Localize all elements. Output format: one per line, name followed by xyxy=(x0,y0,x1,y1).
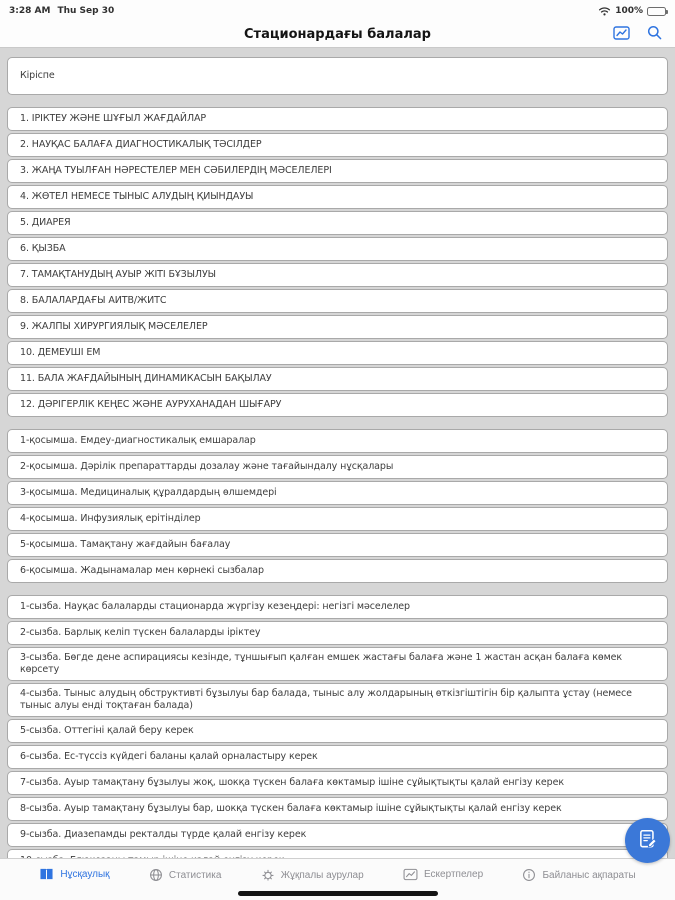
status-bar xyxy=(0,0,675,20)
status-time-date xyxy=(9,6,114,16)
battery-icon xyxy=(647,7,666,16)
page-title: Стационардағы балалар xyxy=(244,26,431,42)
notes-fab-button[interactable] xyxy=(625,818,670,863)
list-item[interactable]: 8-сызба. Ауыр тамақтану бұзылуы бар, шокқа түскен балаға көктамыр ішіне сұйықтықты қалай енгізу керек xyxy=(7,797,668,821)
list-item[interactable]: 1-сызба. Науқас балаларды стационарда жүргізу кезеңдері: негізгі мәселелер xyxy=(7,595,668,619)
list-item[interactable]: 5. ДИАРЕЯ xyxy=(7,211,668,235)
list-item[interactable]: 5-сызба. Оттегіні қалай беру керек xyxy=(7,719,668,743)
home-indicator[interactable] xyxy=(238,891,438,896)
top-chrome xyxy=(0,0,675,48)
tab-label: Байланыс ақпараты xyxy=(542,869,636,881)
list-item[interactable]: 7. ТАМАҚТАНУДЫҢ АУЫР ЖІТІ БҰЗЫЛУЫ xyxy=(7,263,668,287)
nav-actions xyxy=(613,20,662,48)
list-item[interactable]: 2-қосымша. Дәрілік препараттарды дозалау және тағайындалу нұсқалары xyxy=(7,455,668,479)
search-icon xyxy=(647,25,662,43)
tab-label: Статистика xyxy=(168,869,222,881)
list-item[interactable]: 9-сызба. Диазепамды ректалды түрде қалай енгізу керек xyxy=(7,823,668,847)
note-edit-icon xyxy=(637,828,659,853)
status-indicators xyxy=(598,6,666,16)
list-group-chapters xyxy=(7,107,668,417)
list-item[interactable]: 9. ЖАЛПЫ ХИРУРГИЯЛЫҚ МӘСЕЛЕЛЕР xyxy=(7,315,668,339)
list-item[interactable]: 11. БАЛА ЖАҒДАЙЫНЫҢ ДИНАМИКАСЫН БАҚЫЛАУ xyxy=(7,367,668,391)
status-time: 3:28 AM xyxy=(9,6,51,16)
list-group-appendices xyxy=(7,429,668,583)
tab-label: Жұқпалы аурулар xyxy=(280,869,364,881)
contact-info-icon xyxy=(522,868,536,882)
notes-icon xyxy=(403,868,418,881)
list-group-intro xyxy=(7,57,668,95)
guide-icon xyxy=(39,868,54,881)
list-item[interactable]: 6. ҚЫЗБА xyxy=(7,237,668,261)
status-date: Thu Sep 30 xyxy=(57,6,115,16)
list-item[interactable]: 4-қосымша. Инфузиялық ерітінділер xyxy=(7,507,668,531)
list-item[interactable]: 6-сызба. Ес-түссіз күйдегі баланы қалай орналастыру керек xyxy=(7,745,668,769)
tab-label: Нұсқаулық xyxy=(60,869,110,880)
tab-guide[interactable] xyxy=(39,868,109,881)
tab-infectious-diseases[interactable] xyxy=(261,868,364,882)
list-item[interactable]: 6-қосымша. Жадынамалар мен көрнекі сызбалар xyxy=(7,559,668,583)
list-item[interactable]: 10. ДЕМЕУШІ ЕМ xyxy=(7,341,668,365)
list-item[interactable]: 12. ДӘРІГЕРЛІК КЕҢЕС ЖӘНЕ АУРУХАНАДАН ШЫҒАРУ xyxy=(7,393,668,417)
list-item[interactable]: 1. ІРІКТЕУ ЖӘНЕ ШҰҒЫЛ ЖАҒДАЙЛАР xyxy=(7,107,668,131)
navigation-bar xyxy=(0,20,675,48)
list-item[interactable]: 3. ЖАҢА ТУЫЛҒАН НӘРЕСТЕЛЕР МЕН СӘБИЛЕРДІҢ МӘСЕЛЕЛЕРІ xyxy=(7,159,668,183)
statistics-icon xyxy=(149,868,163,882)
list-group-schemes xyxy=(7,595,668,873)
tab-contact-info[interactable] xyxy=(522,868,635,882)
list-item[interactable]: 2. НАУҚАС БАЛАҒА ДИАГНОСТИКАЛЫҚ ТӘСІЛДЕР xyxy=(7,133,668,157)
list-item[interactable]: 4-сызба. Тыныс алудың обструктивті бұзылуы бар балада, тыныс алу жолдарының өткізгіштігін бір қалыпта ұстау (немесе тыныс алуы енді тоқтаған балада) xyxy=(7,683,668,717)
charts-button[interactable] xyxy=(613,26,630,43)
list-item[interactable]: 1-қосымша. Емдеу-диагностикалық емшаралар xyxy=(7,429,668,453)
search-button[interactable] xyxy=(647,25,662,43)
list-item[interactable]: 3-қосымша. Медициналық құралдардың өлшемдері xyxy=(7,481,668,505)
list-item[interactable]: 8. БАЛАЛАРДАҒЫ АИТВ/ЖИТС xyxy=(7,289,668,313)
tab-label: Ескертпелер xyxy=(424,869,484,880)
infectious-diseases-icon xyxy=(261,868,275,882)
battery-percent: 100% xyxy=(615,6,643,16)
table-of-contents-list[interactable] xyxy=(0,48,675,900)
list-item[interactable]: 2-сызба. Барлық келіп түскен балаларды іріктеу xyxy=(7,621,668,645)
list-item[interactable]: 5-қосымша. Тамақтану жағдайын бағалау xyxy=(7,533,668,557)
list-item[interactable]: Кіріспе xyxy=(7,57,668,95)
list-item[interactable]: 3-сызба. Бөгде дене аспирациясы кезінде, тұншығып қалған емшек жастағы балаға және 1 жастан асқан балаға көмек көрсету xyxy=(7,647,668,681)
wifi-icon xyxy=(598,6,611,16)
tab-notes[interactable] xyxy=(403,868,483,881)
list-item[interactable]: 4. ЖӨТЕЛ НЕМЕСЕ ТЫНЫС АЛУДЫҢ ҚИЫНДАУЫ xyxy=(7,185,668,209)
charts-icon xyxy=(613,26,630,43)
tab-statistics[interactable] xyxy=(149,868,222,882)
list-item[interactable]: 7-сызба. Ауыр тамақтану бұзылуы жоқ, шокқа түскен балаға көктамыр ішіне сұйықтықты қалай енгізу керек xyxy=(7,771,668,795)
